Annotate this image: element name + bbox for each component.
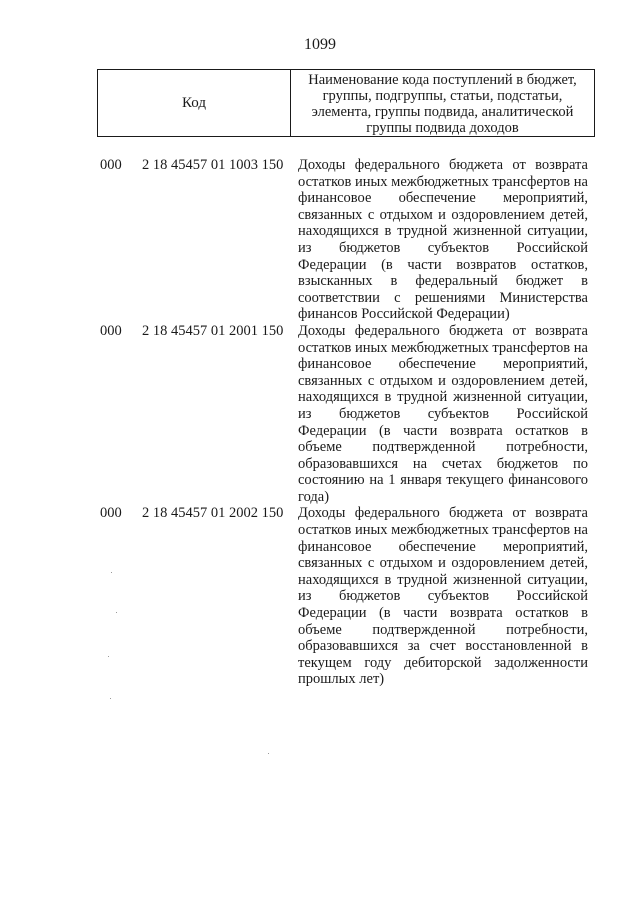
description-line: взысканных в федеральный бюджет в [298,273,588,290]
revenue-code: 2 18 45457 01 2002 150 [142,505,284,522]
admin-code: 000 [100,505,122,522]
header-name-line: Наименование кода поступлений в бюджет, [308,72,577,88]
description-line: из бюджетов субъектов Российской [298,239,588,256]
description-line: финансовое обеспечение мероприятий, [298,190,588,207]
header-name-line: элемента, группы подвида, аналитической [311,104,574,120]
table-header [97,69,595,137]
description-line: финансовое обеспечение мероприятий, [298,538,588,555]
row-code-cell [100,157,298,323]
description-line: Федерации (в части возврата остатков в [298,605,588,622]
description-line: года) [298,488,330,505]
description-line: объеме подтвержденной потребности, [298,439,588,456]
description-line: Доходы федерального бюджета от возврата [298,322,588,339]
header-name-line: группы, подгруппы, статьи, подстатьи, [322,88,563,104]
description-line: связанных с отдыхом и оздоровлением детей, [298,372,588,389]
revenue-code: 2 18 45457 01 2001 150 [142,322,284,339]
admin-code: 000 [100,157,122,173]
row-description-cell [298,157,588,323]
revenue-code: 2 18 45457 01 1003 150 [142,157,284,173]
row-code-cell [100,505,298,688]
admin-code: 000 [100,322,122,339]
description-line: состоянию на 1 января текущего финансового [298,472,588,489]
description-line: связанных с отдыхом и оздоровлением детей, [298,206,588,223]
description-line: из бюджетов субъектов Российской [298,405,588,422]
description-line: Федерации (в части возвратов остатков, [298,256,588,273]
page-number: 1099 [304,36,336,53]
description-line: остатков иных межбюджетных трансфертов на [298,339,588,356]
description-line: текущем году дебиторской задолженности [298,654,588,671]
description-line: прошлых лет) [298,671,385,688]
table-row [100,505,600,688]
row-description-cell [298,323,588,506]
description-line: финансовое обеспечение мероприятий, [298,356,588,373]
description-line: из бюджетов субъектов Российской [298,588,588,605]
description-line: связанных с отдыхом и оздоровлением детей, [298,555,588,572]
description-line: остатков иных межбюджетных трансфертов на [298,173,588,190]
description-line: находящихся в трудной жизненной ситуации, [298,571,588,588]
description-line: находящихся в трудной жизненной ситуации, [298,223,588,240]
description-line: Доходы федерального бюджета от возврата [298,505,588,522]
description-line: Доходы федерального бюджета от возврата [298,157,588,173]
table-body [100,157,600,688]
row-description-cell [298,505,588,688]
description-line: остатков иных межбюджетных трансфертов на [298,522,588,539]
description-line: находящихся в трудной жизненной ситуации, [298,389,588,406]
description-line: Федерации (в части возврата остатков в [298,422,588,439]
table-row [100,157,600,323]
header-name-line: группы подвида доходов [366,120,519,136]
table-row [100,323,600,506]
header-code-cell: Код [98,70,291,136]
description-line: финансов Российской Федерации) [298,306,510,323]
row-code-cell [100,323,298,506]
description-line: образовавшихся за счет восстановленной в [298,638,588,655]
description-line: образовавшихся на счетах бюджетов по [298,455,588,472]
description-line: объеме подтвержденной потребности, [298,621,588,638]
header-name-cell [291,70,594,136]
description-line: соответствии с решениями Министерства [298,289,588,306]
